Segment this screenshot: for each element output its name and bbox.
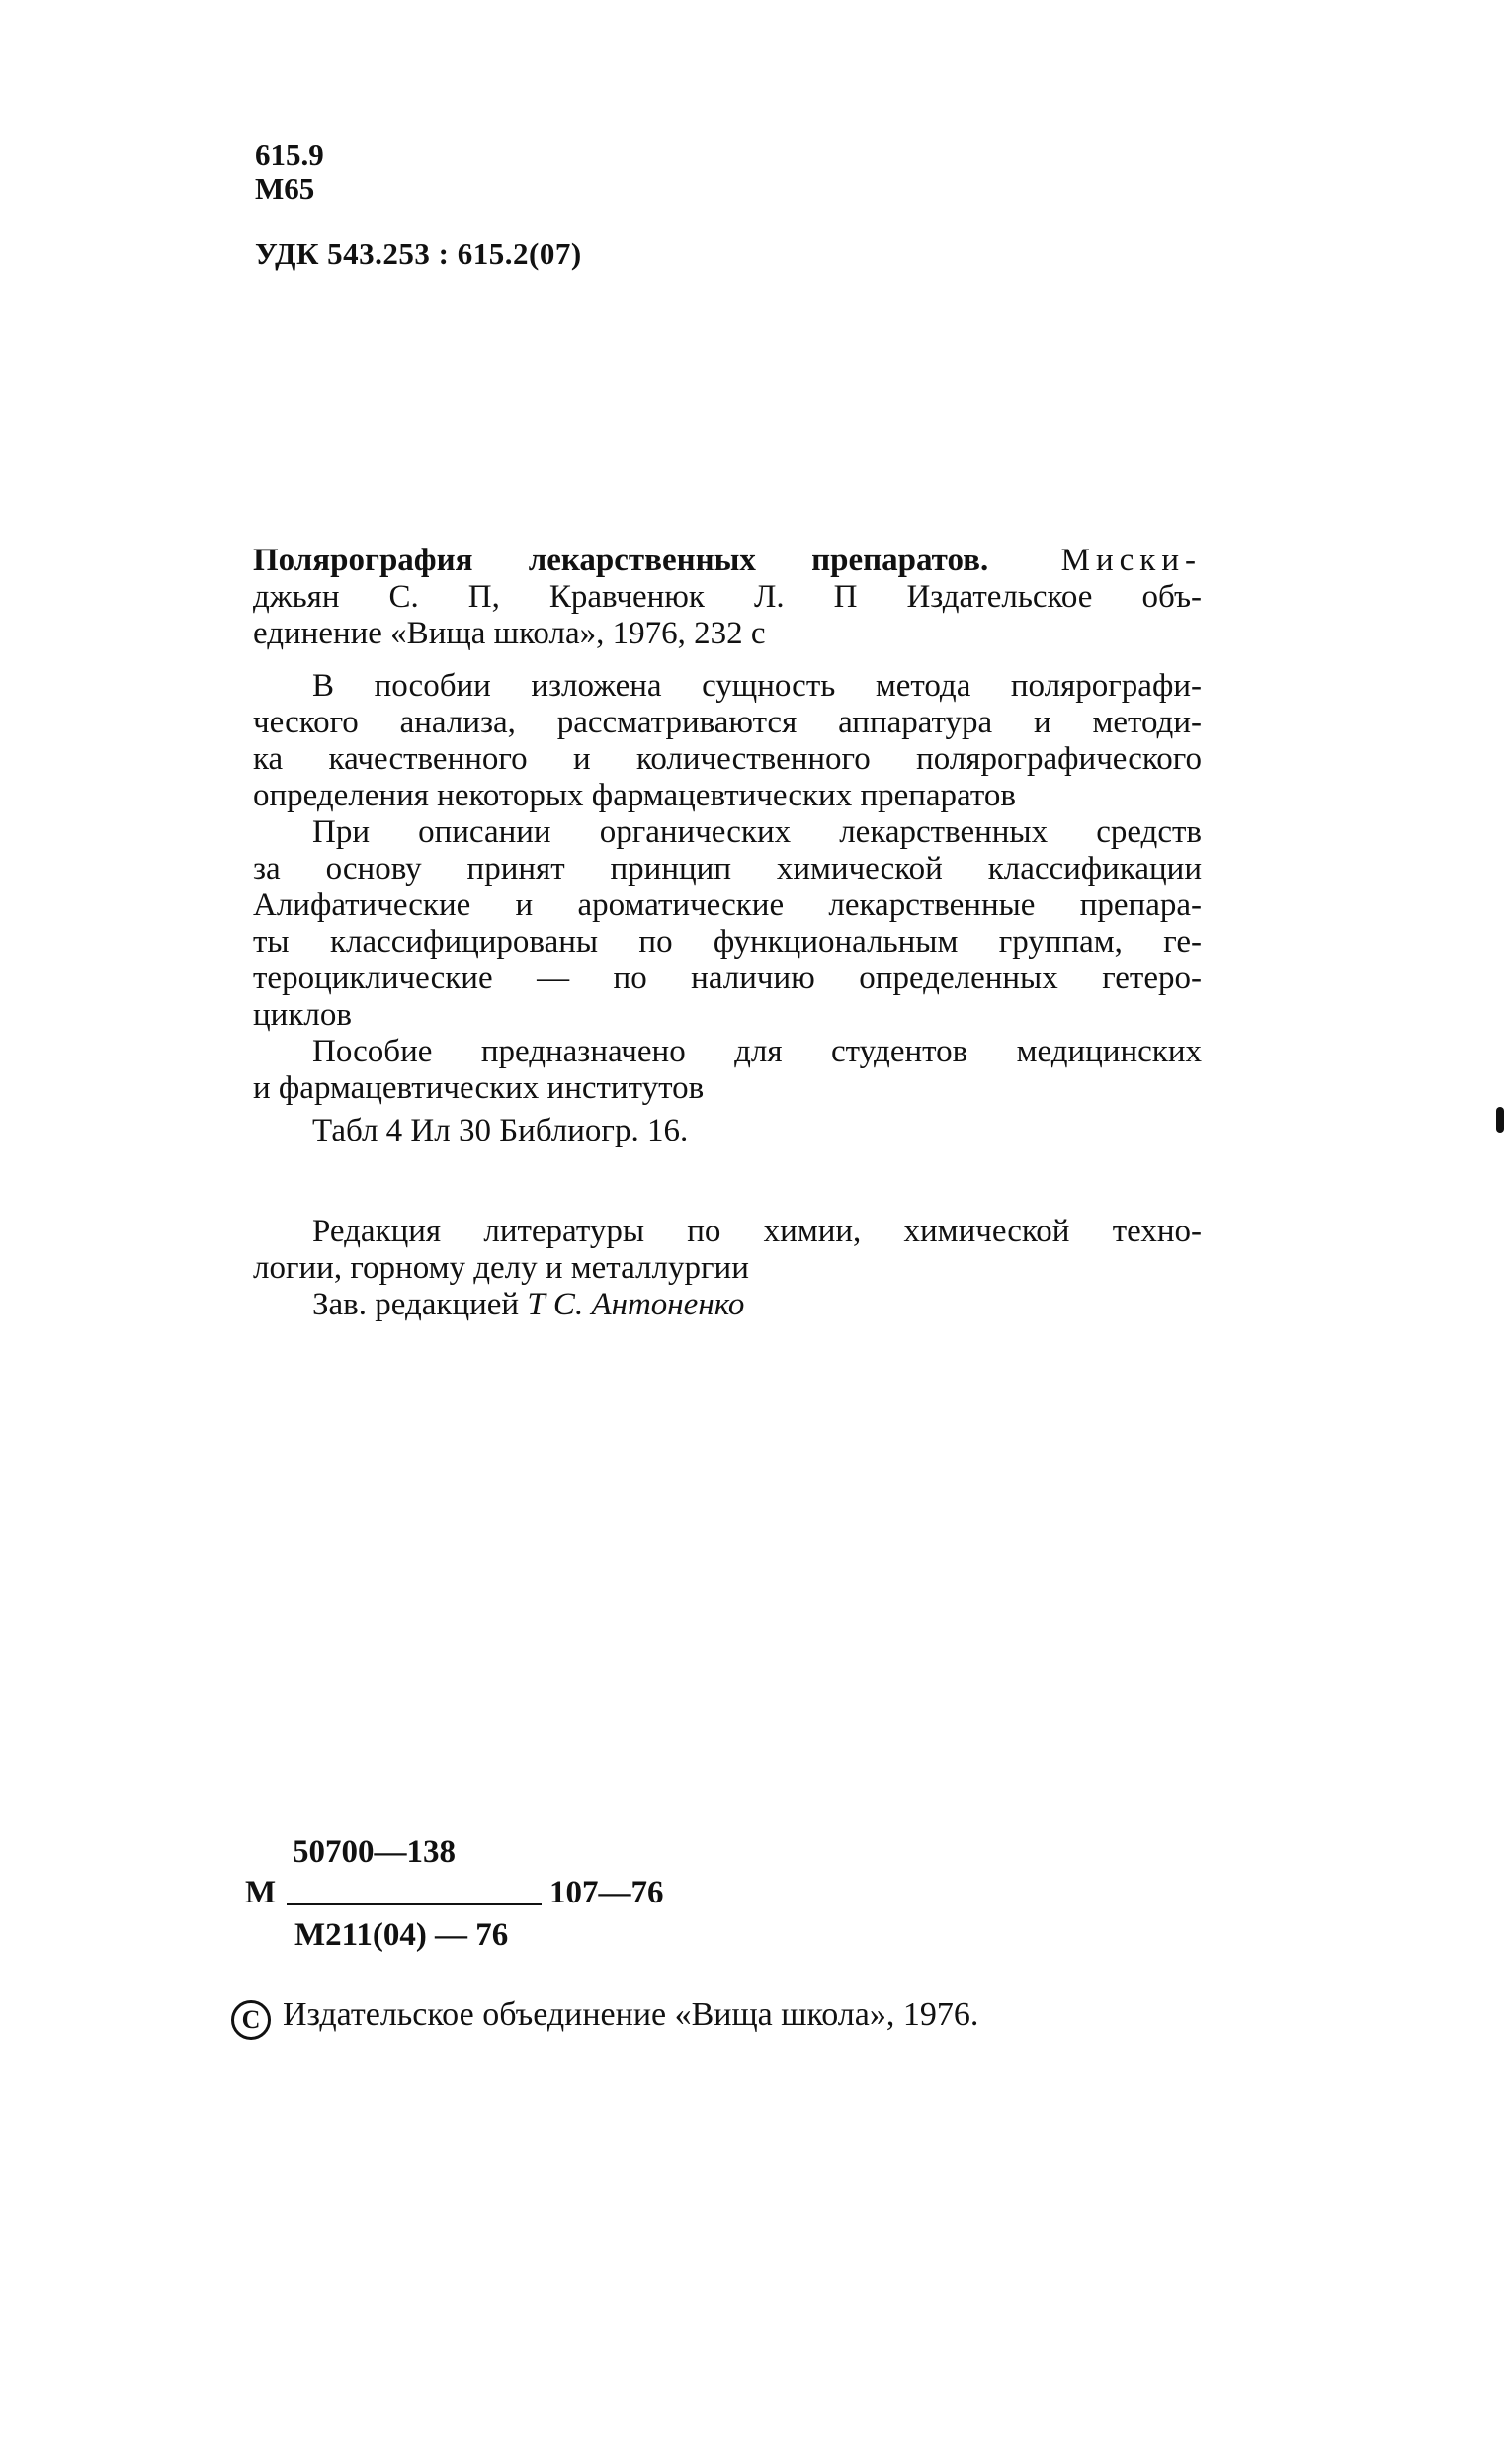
catalog-fraction-rule [287, 1903, 542, 1905]
editorial-line-1: Редакция литературы по химии, химической техно- [312, 1214, 1202, 1249]
annotation-line: ческого анализа, рассматриваются аппаратура и методи- [253, 705, 1202, 740]
citation-block [253, 543, 1202, 652]
citation-line-1: Миски- [1060, 543, 1202, 578]
editorial-line-2: логии, горному делу и металлургии [253, 1250, 749, 1286]
annotation-line: циклов [253, 997, 352, 1033]
copyright-line [231, 1995, 978, 2040]
annotation-line: определения некоторых фармацевтических препаратов [253, 778, 1016, 813]
annotation-block [253, 668, 1202, 1149]
book-title: Полярография лекарственных препаратов. [253, 543, 989, 578]
classification-code: 615.9 [255, 137, 324, 172]
annotation-line: В пособии изложена сущность метода полярографи- [312, 668, 1202, 704]
editorial-head [312, 1287, 1202, 1323]
author-mark: М65 [255, 171, 315, 206]
annotation-line: Алифатические и ароматические лекарственные препара- [253, 888, 1202, 923]
catalog-numerator: 50700—138 [293, 1834, 456, 1870]
citation-first-line [253, 543, 1202, 579]
citation-line-2: джьян С. П, Кравченюк Л. П Издательское объ- [253, 579, 1202, 615]
catalog-letter: М [245, 1875, 277, 1910]
catalog-denominator: М211(04) — 76 [294, 1917, 509, 1953]
annotation-line: тероциклические — по наличию определенных гетеро- [253, 961, 1202, 996]
annotation-line: ты классифицированы по функциональным группам, ге- [253, 924, 1202, 960]
annotation-line: Пособие предназначено для студентов медицинских [312, 1034, 1202, 1069]
editorial-block [253, 1214, 1202, 1323]
citation-line-3: единение «Вища школа», 1976, 232 с [253, 616, 766, 651]
margin-mark [1496, 1107, 1504, 1133]
catalog-suffix: 107—76 [549, 1875, 664, 1910]
annotation-line: за основу принят принцип химической классификации [253, 851, 1202, 887]
annotation-line: и фармацевтических институтов [253, 1070, 705, 1106]
annotation-line: ка качественного и количественного полярографического [253, 741, 1202, 777]
copyright-text: Издательское объединение «Вища школа», 1976. [283, 1996, 979, 2033]
annotation-stats: Табл 4 Ил 30 Библиогр. 16. [312, 1113, 689, 1148]
editorial-head-label: Зав. редакцией [312, 1287, 520, 1322]
copyright-icon: C [231, 2000, 271, 2040]
udk-index: УДК 543.253 : 615.2(07) [255, 236, 582, 271]
editorial-head-name: Т С. Антоненко [527, 1287, 745, 1322]
annotation-line: При описании органических лекарственных средств [312, 814, 1202, 850]
